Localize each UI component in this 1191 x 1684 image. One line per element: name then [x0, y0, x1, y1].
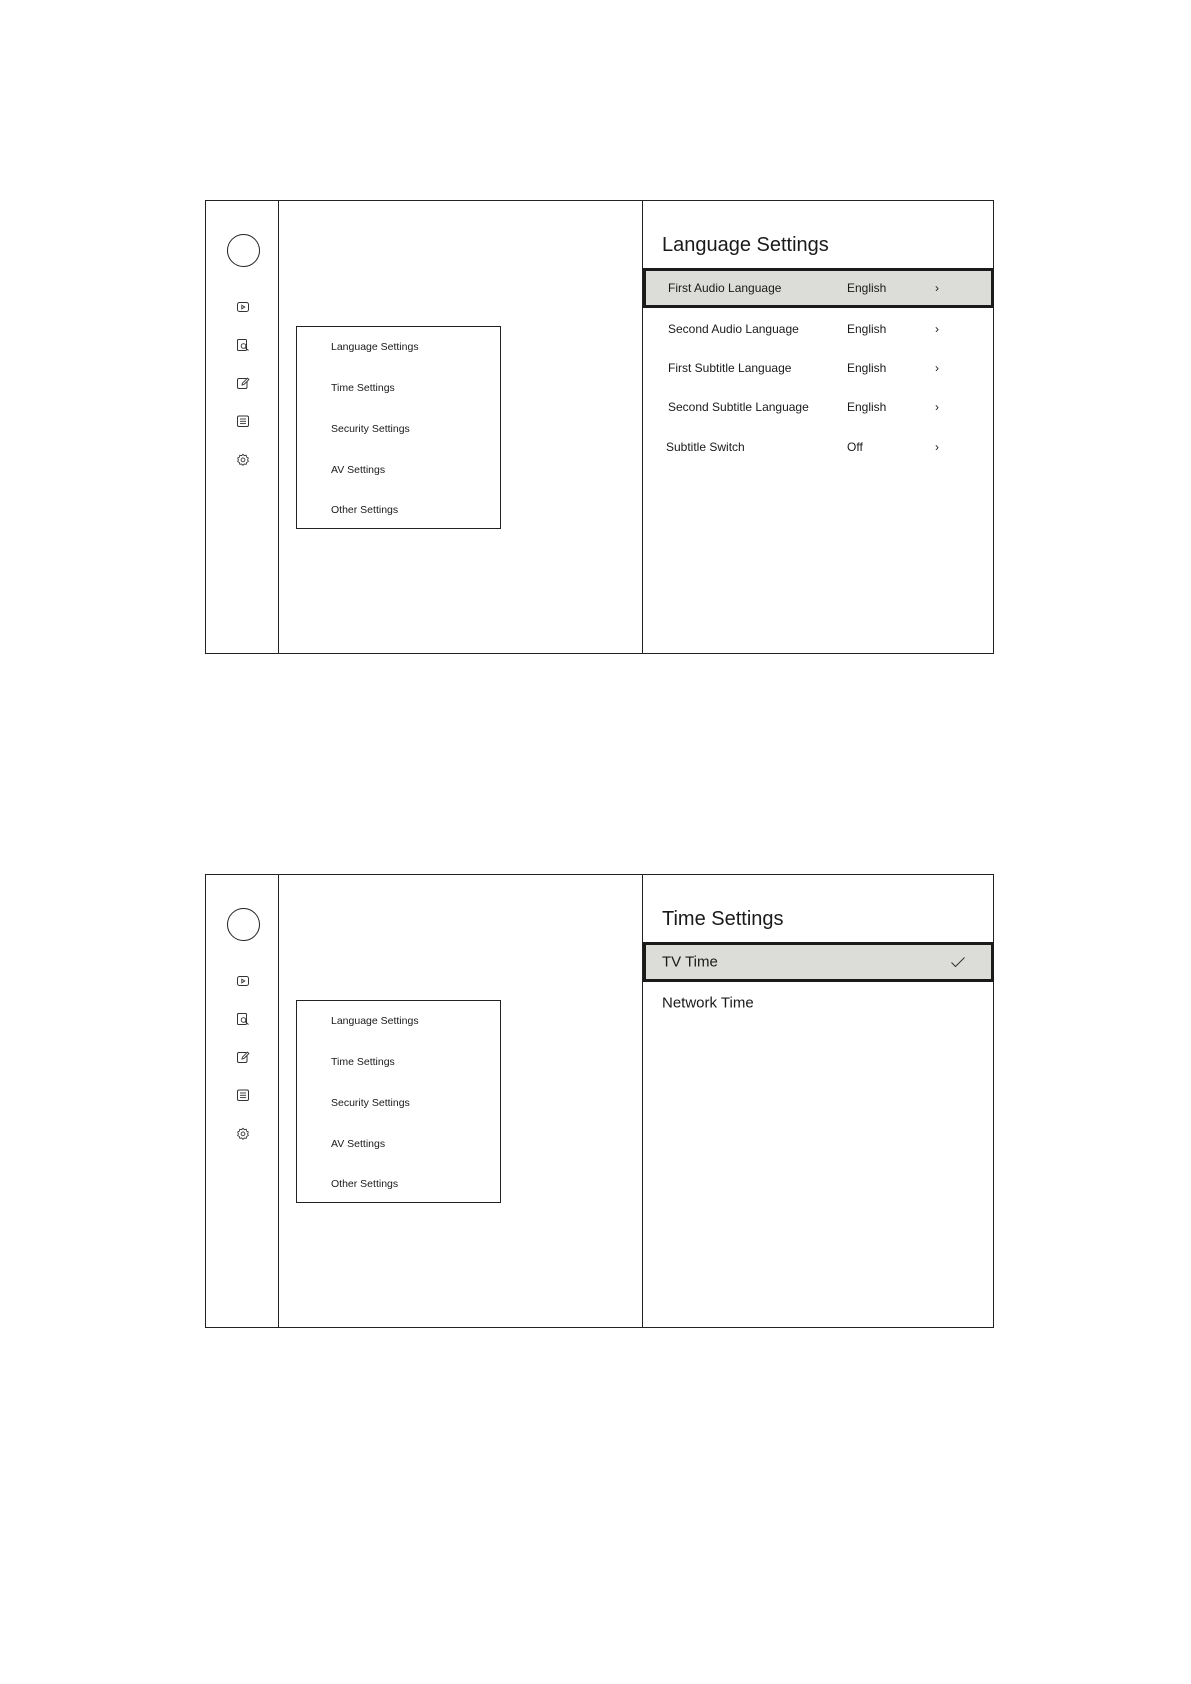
- row-value: English: [847, 281, 887, 295]
- video-icon[interactable]: [236, 974, 250, 988]
- row-label: First Subtitle Language: [668, 361, 792, 375]
- nav-rail: [206, 201, 279, 653]
- panel-title: Language Settings: [662, 234, 829, 256]
- menu-item-security-settings[interactable]: Security Settings: [331, 423, 410, 435]
- language-row-first-subtitle[interactable]: [643, 348, 994, 388]
- language-row-second-subtitle[interactable]: [643, 387, 994, 427]
- chevron-right-icon: ›: [935, 440, 939, 454]
- menu-item-time-settings[interactable]: Time Settings: [331, 1056, 395, 1068]
- chevron-right-icon: ›: [935, 400, 939, 414]
- gear-icon[interactable]: [236, 453, 250, 467]
- row-label: Second Subtitle Language: [668, 400, 809, 414]
- avatar[interactable]: [227, 234, 260, 267]
- menu-item-other-settings[interactable]: Other Settings: [331, 1178, 399, 1190]
- edit-icon[interactable]: [236, 376, 250, 390]
- language-settings-panel: [642, 201, 994, 653]
- checkmark-icon: [950, 956, 966, 968]
- gear-icon[interactable]: [236, 1127, 250, 1141]
- schedule-icon[interactable]: [236, 1088, 250, 1102]
- row-value: English: [847, 322, 887, 336]
- row-value: Off: [847, 440, 863, 454]
- settings-menu: [296, 326, 501, 529]
- menu-item-language-settings[interactable]: Language Settings: [331, 1015, 419, 1027]
- row-label: Network Time: [662, 994, 754, 1012]
- nav-rail: [206, 875, 279, 1327]
- menu-item-av-settings[interactable]: AV Settings: [331, 1138, 386, 1150]
- time-row-network-time[interactable]: [643, 983, 994, 1023]
- language-row-first-audio[interactable]: [643, 268, 994, 308]
- menu-item-other-settings[interactable]: Other Settings: [331, 504, 399, 516]
- row-label: TV Time: [662, 953, 718, 971]
- time-row-tv-time[interactable]: [643, 942, 994, 982]
- search-icon[interactable]: [236, 338, 250, 352]
- tv-screen-language-settings: [205, 200, 994, 654]
- chevron-right-icon: ›: [935, 281, 939, 295]
- row-value: English: [847, 361, 887, 375]
- menu-item-time-settings[interactable]: Time Settings: [331, 382, 395, 394]
- chevron-right-icon: ›: [935, 322, 939, 336]
- row-value: English: [847, 400, 887, 414]
- avatar[interactable]: [227, 908, 260, 941]
- video-icon[interactable]: [236, 300, 250, 314]
- menu-item-language-settings[interactable]: Language Settings: [331, 341, 419, 353]
- chevron-right-icon: ›: [935, 361, 939, 375]
- menu-item-av-settings[interactable]: AV Settings: [331, 464, 386, 476]
- search-icon[interactable]: [236, 1012, 250, 1026]
- row-label: Second Audio Language: [668, 322, 799, 336]
- tv-screen-time-settings: [205, 874, 994, 1328]
- panel-title: Time Settings: [662, 908, 784, 930]
- schedule-icon[interactable]: [236, 414, 250, 428]
- language-row-second-audio[interactable]: [643, 309, 994, 349]
- menu-item-security-settings[interactable]: Security Settings: [331, 1097, 410, 1109]
- row-label: Subtitle Switch: [666, 440, 745, 454]
- edit-icon[interactable]: [236, 1050, 250, 1064]
- language-row-subtitle-switch[interactable]: [643, 427, 994, 467]
- settings-menu: [296, 1000, 501, 1203]
- time-settings-panel: [642, 875, 994, 1327]
- row-label: First Audio Language: [668, 281, 782, 295]
